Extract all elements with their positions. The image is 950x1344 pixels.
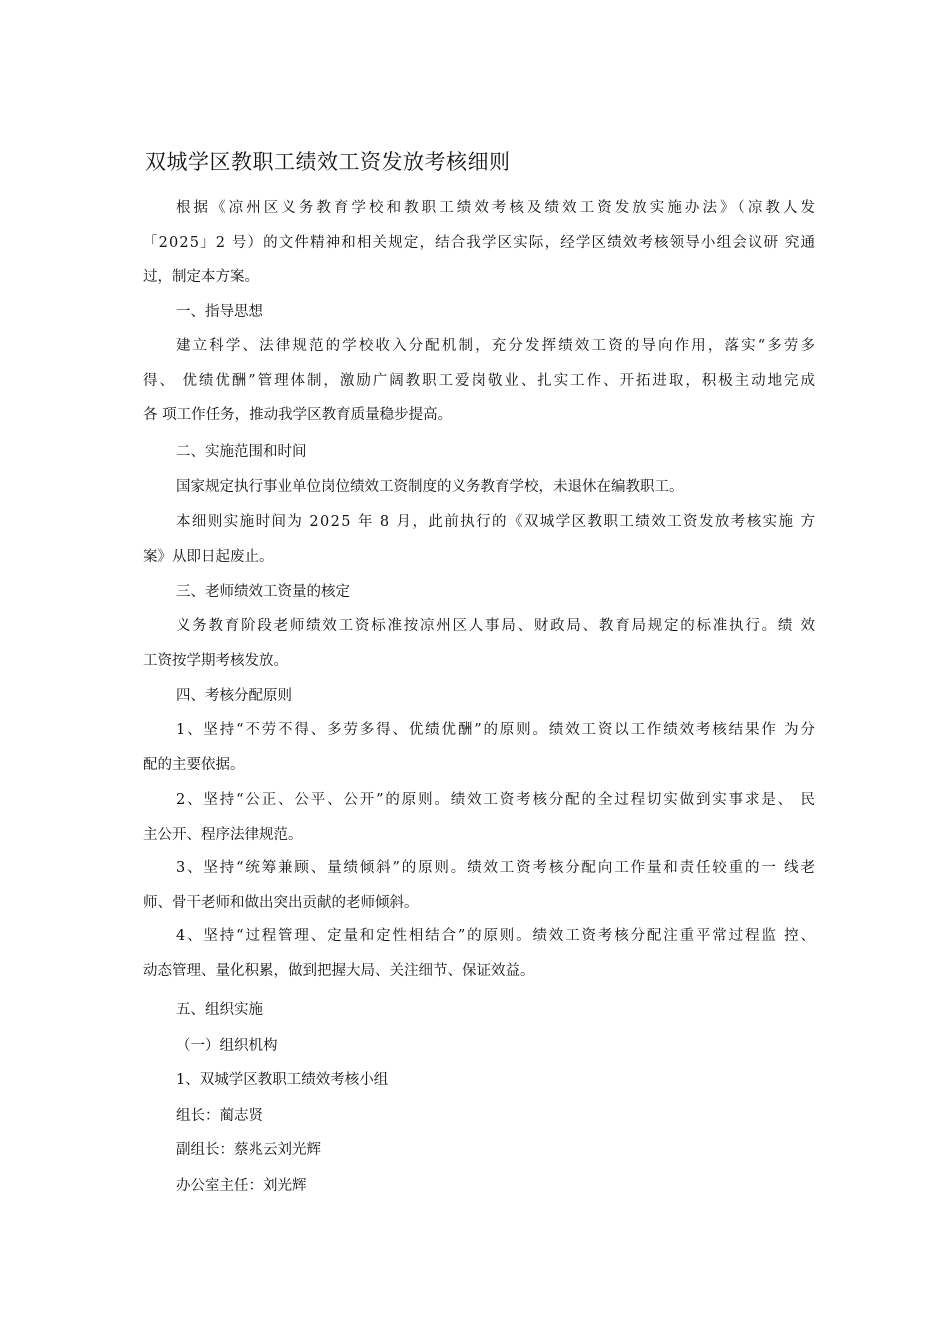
paragraph-line: 一、指导思想 [176,304,263,320]
paragraph-line: 根据《凉州区义务教育学校和教职工绩效考核及绩效工资发放实施办法》（凉教人发 [176,200,819,216]
paragraph-line: 国家规定执行事业单位岗位绩效工资制度的义务教育学校，未退休在编教职工。 [176,479,684,495]
paragraph-line: 三、老师绩效工资量的核定 [176,584,350,600]
paragraph-line: 过，制定本方案。 [143,269,259,285]
paragraph-line: 案》从即日起废止。 [143,548,274,565]
paragraph-line: （一）组织机构 [176,1038,278,1054]
paragraph-line: 「2025」2 号）的文件精神和相关规定，结合我学区实际，经学区绩效考核领导小组会议研 究通 [143,234,817,251]
paragraph-line: 副组长：蔡兆云刘光辉 [176,1142,321,1158]
paragraph-line: 本细则实施时间为 2025 年 8 月，此前执行的《双城学区教职工绩效工资发放考核实施 方 [176,514,817,530]
paragraph-line: 配的主要依据。 [143,756,245,773]
paragraph-line: 建立科学、法律规范的学校收入分配机制，充分发挥绩效工资的导向作用，落实“多劳多 [176,338,818,354]
paragraph-line: 二、实施范围和时间 [176,444,307,460]
paragraph-line: 工资按学期考核发放。 [143,652,288,669]
paragraph-line: 动态管理、量化积累，做到把握大局、关注细节、保证效益。 [143,962,535,979]
paragraph-line: 1、双城学区教职工绩效考核小组 [176,1072,389,1088]
paragraph-line: 师、骨干老师和做出突出贡献的老师倾斜。 [143,894,419,911]
paragraph-line: 办公室主任：刘光辉 [176,1178,307,1194]
paragraph-line: 主公开、程序法律规范。 [143,826,303,843]
paragraph-line: 各 项工作任务，推动我学区教育质量稳步提高。 [143,407,453,423]
paragraph-line: 组长：蔺志贤 [176,1108,263,1124]
document-title: 双城学区教职工绩效工资发放考核细则 [145,150,511,174]
paragraph-line: 4、坚持“过程管理、定量和定性相结合”的原则。绩效工资考核分配注重平常过程监 控、 [176,928,817,944]
paragraph-line: 得、 优绩优酬”管理体制，激励广阔教职工爱岗敬业、扎实工作、开拓进取，积极主动地完成 [143,372,817,389]
paragraph-line: 五、组织实施 [176,1002,263,1018]
paragraph-line: 2、坚持“公正、公平、公开”的原则。绩效工资考核分配的全过程切实做到实事求是、 民 [176,792,817,808]
paragraph-line: 义务教育阶段老师绩效工资标准按凉州区人事局、财政局、教育局规定的标准执行。绩 效 [176,618,817,634]
paragraph-line: 3、坚持“统筹兼顾、量绩倾斜”的原则。绩效工资考核分配向工作量和责任较重的一 线老 [176,860,817,876]
paragraph-line: 1、坚持“不劳不得、多劳多得、优绩优酬”的原则。绩效工资以工作绩效考核结果作 为分 [176,722,817,738]
paragraph-line: 四、考核分配原则 [176,688,292,704]
